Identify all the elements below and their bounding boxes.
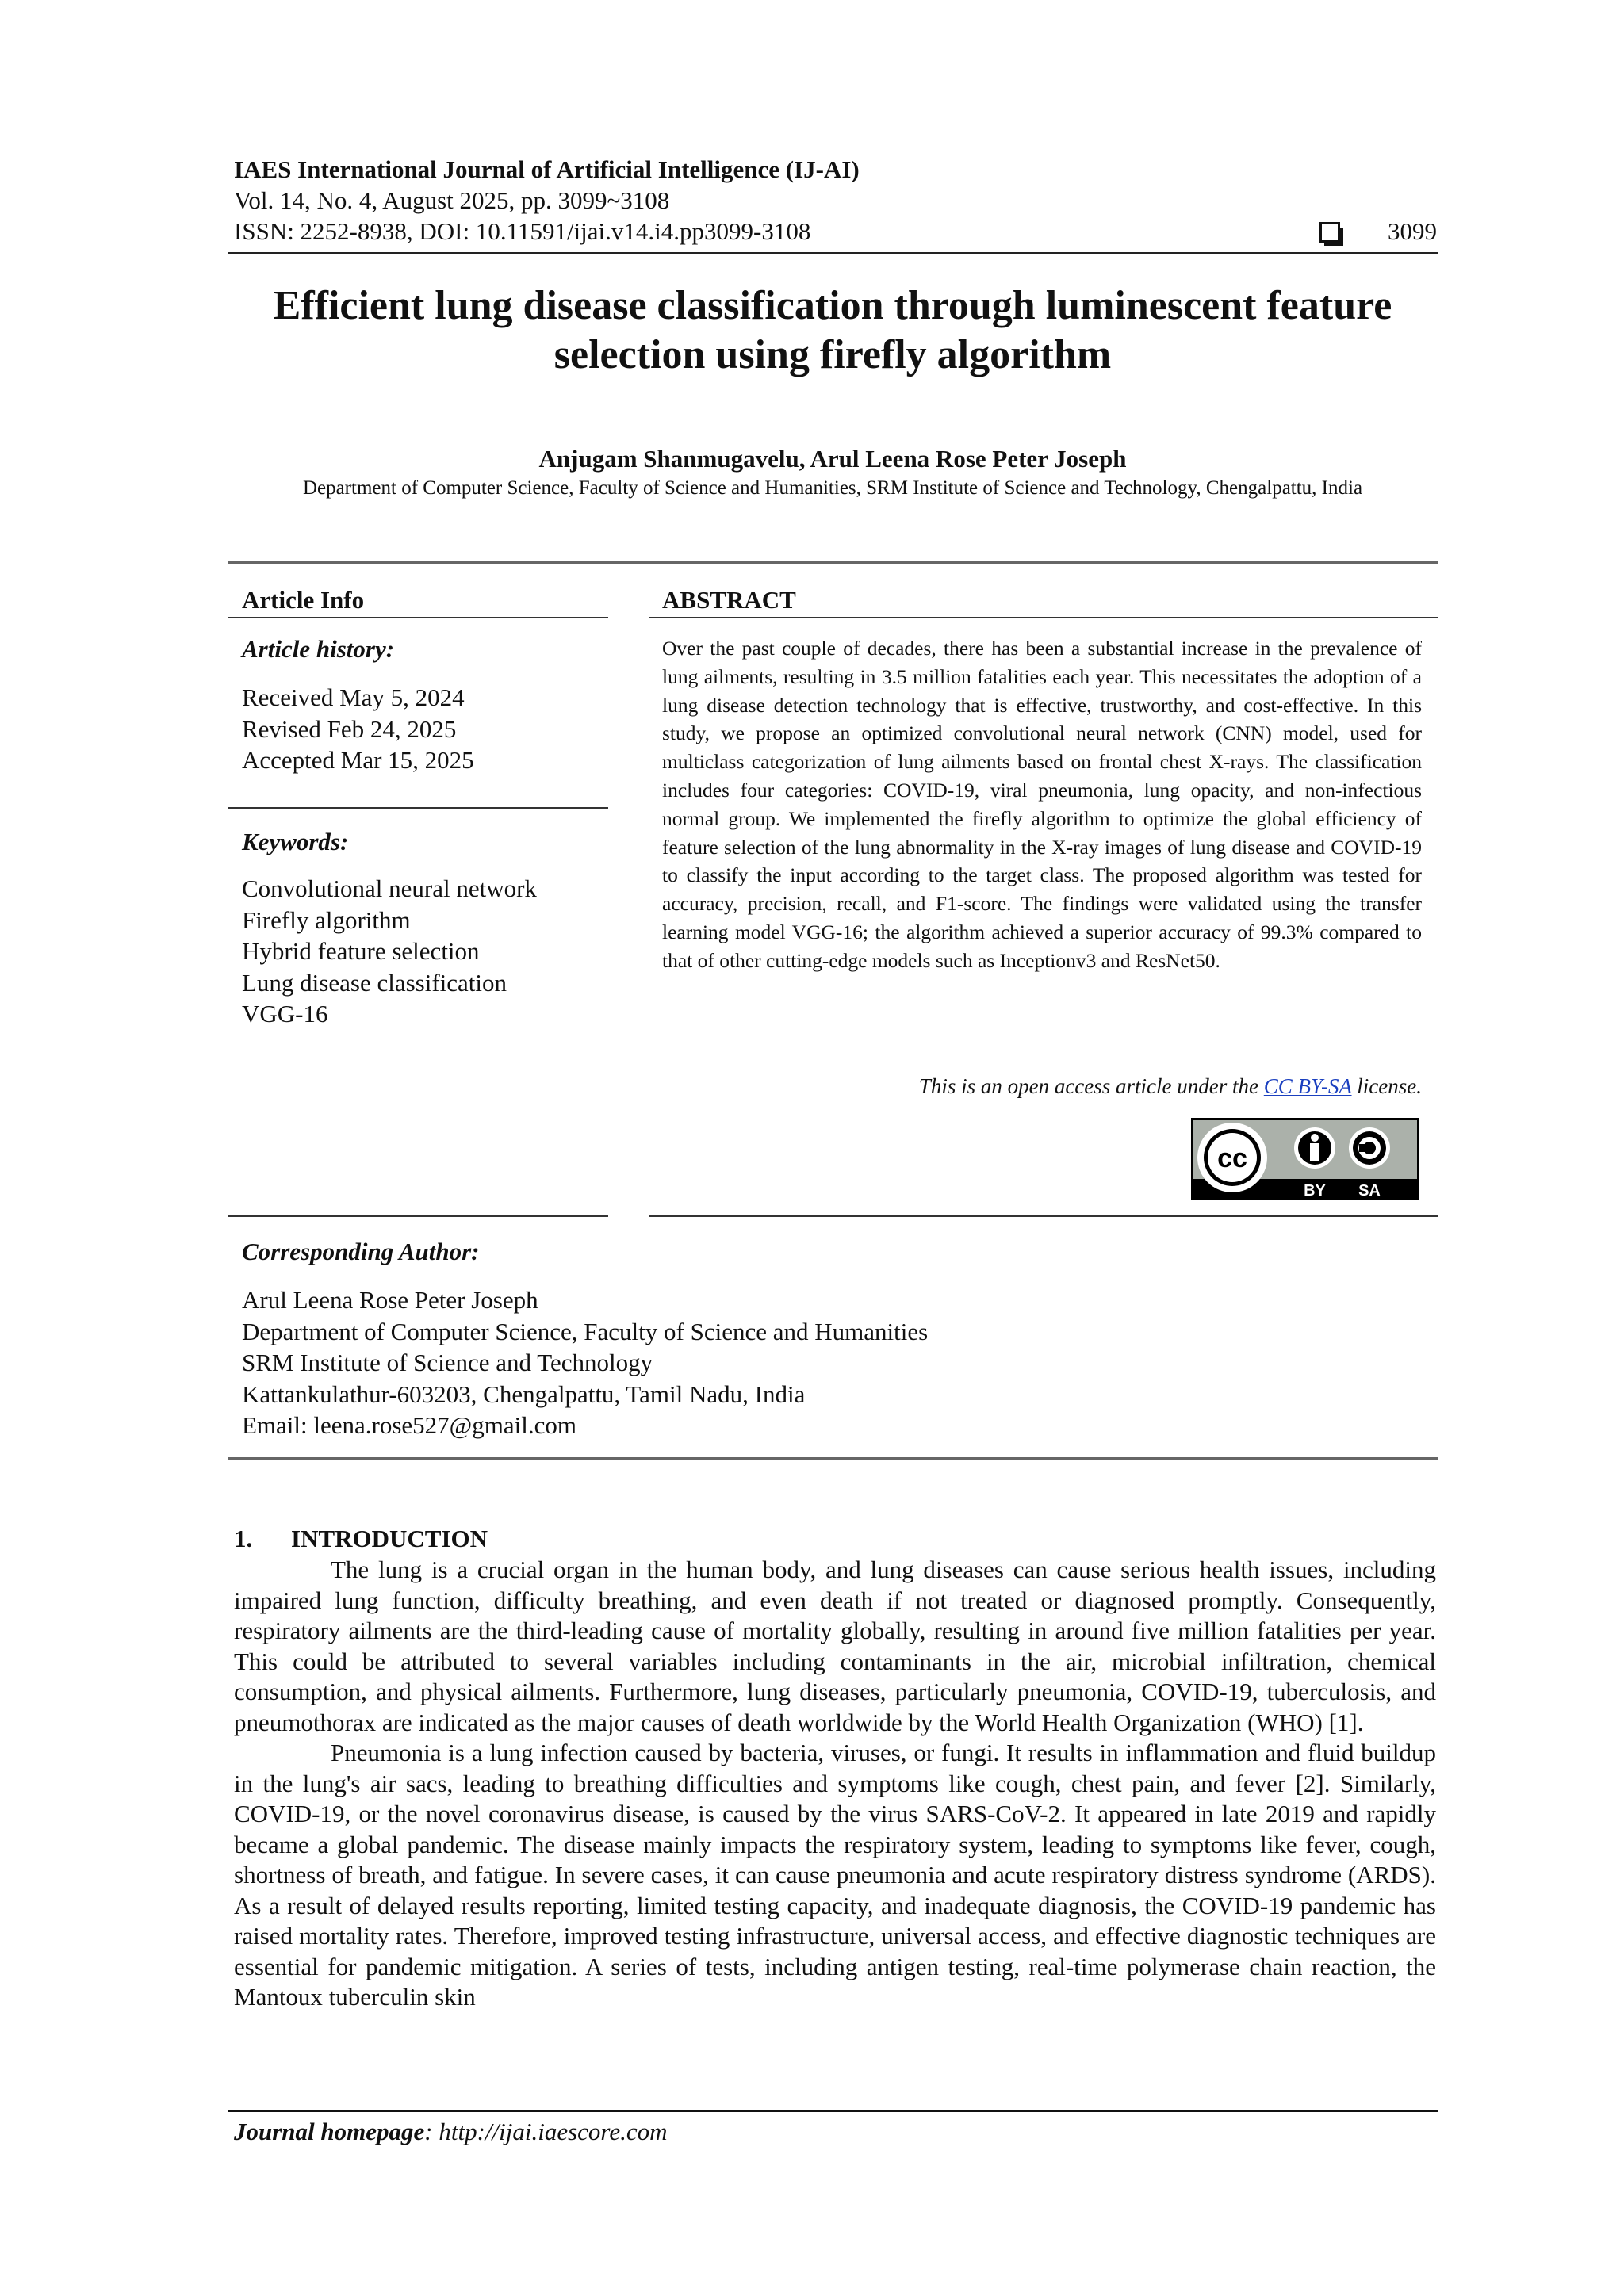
journal-issn-doi: ISSN: 2252-8938, DOI: 10.11591/ijai.v14.i4.pp3099-3108: [234, 217, 811, 245]
header-rule: [228, 252, 1438, 254]
journal-homepage: [234, 2117, 668, 2147]
article-info-rule: [228, 617, 608, 618]
section-number: 1.: [234, 1525, 253, 1552]
keywords-rule: [228, 1215, 608, 1217]
keyword-item: Firefly algorithm: [242, 905, 411, 934]
title-line-1: Efficient lung disease classification through luminescent feature: [273, 283, 1392, 328]
abstract-text: Over the past couple of decades, there has been a substantial increase in the prevalence of lung ailments, resulting in 3.5 million fatalities each year. This necessitates the adoption of a lung disease detection technology that is effective, trustworthy, and cost-effective. In this study, we propose an optimized convolutional neural network (CNN) model, used for multiclass categorization of lung ailments based on frontal chest X-rays. The classification includes four categories: COVID-19, viral pneumonia, lung opacity, and non-infectious normal group. We implemented the firefly algorithm to optimize the global efficiency of feature selection of the lung abnormality in the X-ray images of lung disease and COVID-19 to classify the input according to the target class. The proposed algorithm was tested for accuracy, precision, recall, and F1-score. The findings were validated using the transfer learning model VGG-16; the algorithm achieved a superior accuracy of 99.3% compared to that of other cutting-edge models such as Inceptionv3 and ResNet50.: [662, 637, 1422, 972]
affiliation: Department of Computer Science, Faculty of Science and Humanities, SRM Institute of Science and Technology, Chengalpattu, India: [302, 477, 1363, 499]
authors: Anjugam Shanmugavelu, Arul Leena Rose Peter Joseph: [538, 445, 1127, 473]
keyword-item: Hybrid feature selection: [242, 937, 480, 965]
license-prefix: This is an open access article under the: [918, 1074, 1264, 1098]
corr-institute: SRM Institute of Science and Technology: [242, 1349, 653, 1376]
article-history-label: Article history:: [242, 635, 395, 663]
corresponding-author-details: [242, 1284, 928, 1441]
cc-by-sa-link[interactable]: CC BY-SA: [1263, 1074, 1352, 1098]
info-box-bottom-rule: [228, 1457, 1438, 1460]
paragraph: The lung is a crucial organ in the human body, and lung diseases can cause serious health issues, including impaired lung function, difficulty breathing, and even death if not treated or diagnosed promptly. Consequently, respiratory ailments are the third-leading cause of mortality globally, resulting in around five million fatalities per year. This could be attributed to several variables including contaminants in the air, microbial infiltration, chemical consumption, and physical ailments. Furthermore, lung diseases, particularly pneumonia, COVID-19, tuberculosis, and pneumothorax are indicated as the major causes of death worldwide by the World Health Organization (WHO) [1].: [234, 1556, 1436, 1736]
history-accepted: Accepted Mar 15, 2025: [242, 746, 474, 774]
title-line-2: selection using firefly algorithm: [553, 332, 1112, 377]
sa-label: SA: [1358, 1182, 1381, 1200]
footer-label: Journal homepage: [234, 2118, 425, 2145]
corr-department: Department of Computer Science, Faculty of Science and Humanities: [242, 1317, 929, 1345]
article-title: [206, 281, 1459, 380]
keyword-item: VGG-16: [242, 1000, 328, 1027]
keywords-list: [242, 873, 537, 1030]
license-suffix: license.: [1351, 1074, 1422, 1098]
journal-name: IAES International Journal of Artificial Intelligence (IJ-AI): [234, 155, 860, 183]
info-box-top-rule: [228, 561, 1438, 564]
paragraph: Pneumonia is a lung infection caused by bacteria, viruses, or fungi. It results in inflammation and fluid buildup in the lung's air sacs, leading to breathing difficulties and symptoms like cough, chest pain, and fever [2]. Similarly, COVID-19, or the novel coronavirus disease, is caused by the virus SARS-CoV-2. It appeared in late 2019 and rapidly became a global pandemic. The disease mainly impacts the respiratory system, leading to symptoms like fever, cough, shortness of breath, and fatigue. In severe cases, it can cause pneumonia and acute respiratory distress syndrome (ARDS). As a result of delayed results reporting, limited testing capacity, and inadequate diagnosis, the COVID-19 pandemic has raised mortality rates. Therefore, improved testing infrastructure, universal access, and effective diagnostic techniques are essential for pandemic mitigation. A series of tests, including antigen testing, real-time polymerase chain reaction, the Mantoux tuberculin skin: [234, 1739, 1436, 2011]
section-title: INTRODUCTION: [291, 1525, 488, 1552]
corresponding-author-heading: Corresponding Author:: [242, 1238, 480, 1265]
article-info-heading: Article Info: [242, 586, 365, 614]
keyword-item: Convolutional neural network: [242, 874, 537, 902]
corr-email[interactable]: Email: leena.rose527@gmail.com: [242, 1411, 576, 1439]
history-revised: Revised Feb 24, 2025: [242, 714, 457, 743]
abstract-bottom-rule: [649, 1215, 1438, 1217]
history-rule: [228, 807, 608, 809]
footer-url[interactable]: http://ijai.iaescore.com: [439, 2118, 668, 2145]
introduction-body: [234, 1555, 1436, 2013]
cc-by-sa-badge[interactable]: [1191, 1118, 1419, 1200]
article-history-list: [242, 682, 474, 776]
by-label: BY: [1304, 1182, 1326, 1200]
license-statement: [919, 1073, 1422, 1100]
section-heading-introduction: [234, 1524, 488, 1554]
corr-address: Kattankulathur-603203, Chengalpattu, Tamil Nadu, India: [242, 1380, 806, 1408]
cc-text: cc: [1217, 1143, 1247, 1173]
abstract-heading: ABSTRACT: [662, 586, 796, 614]
keywords-label: Keywords:: [242, 828, 349, 855]
journal-volume: Vol. 14, No. 4, August 2025, pp. 3099~3108: [234, 186, 670, 214]
footer-colon: :: [424, 2118, 439, 2145]
page-number: 3099: [1388, 217, 1437, 245]
abstract-rule: [649, 617, 1438, 618]
keyword-item: Lung disease classification: [242, 968, 508, 997]
history-received: Received May 5, 2024: [242, 683, 465, 711]
checkbox-square-icon: [1320, 222, 1340, 243]
corr-name: Arul Leena Rose Peter Joseph: [242, 1286, 538, 1314]
footer-rule: [228, 2110, 1438, 2112]
